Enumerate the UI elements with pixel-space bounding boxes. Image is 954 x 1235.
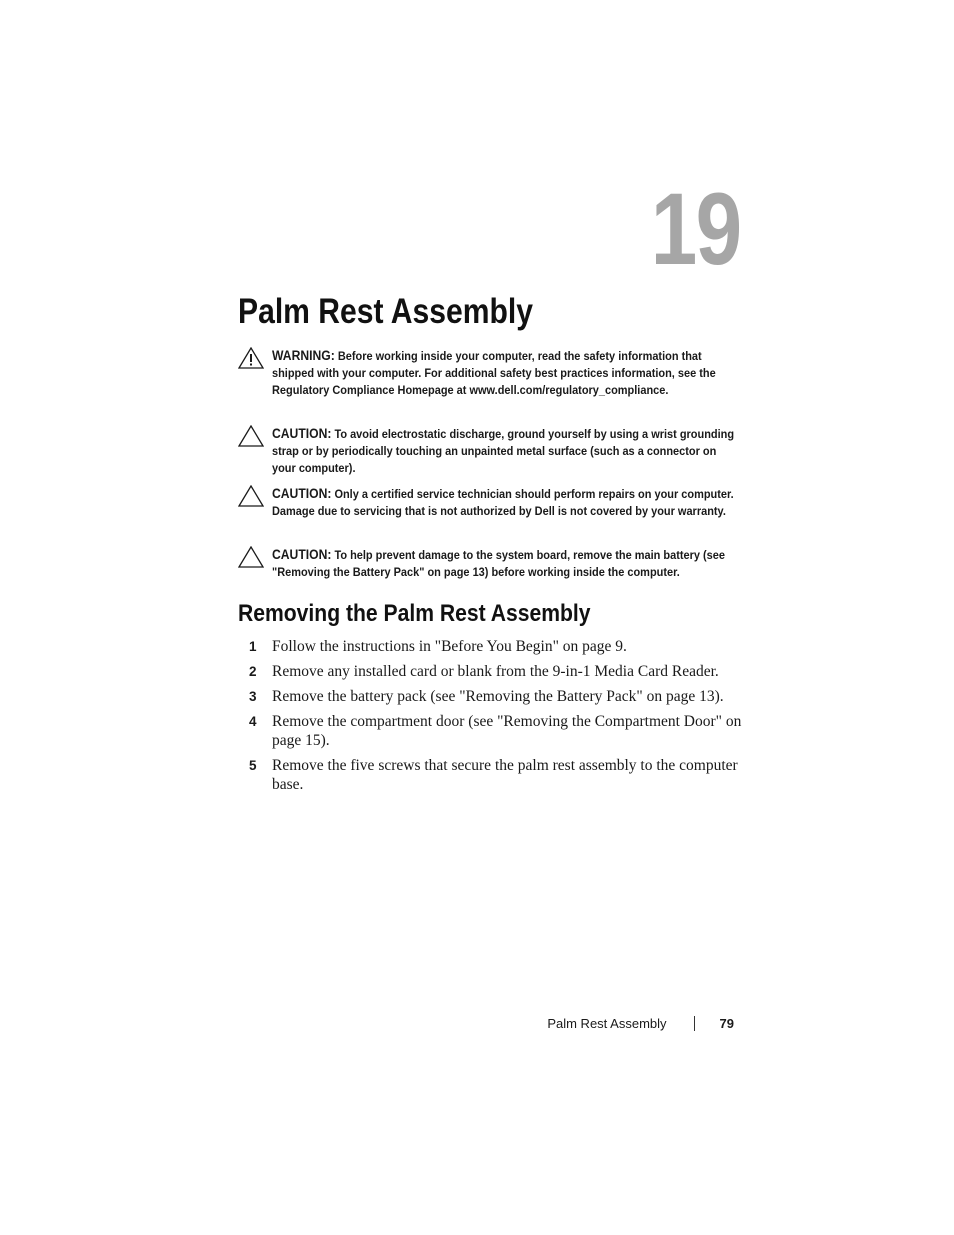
- list-item: [249, 712, 744, 750]
- footer-divider: [694, 1016, 695, 1031]
- caution-notice: [238, 425, 738, 477]
- step-number: 1: [249, 639, 257, 654]
- list-item: [249, 687, 744, 706]
- caution-notice: [238, 485, 738, 520]
- list-item: [249, 662, 744, 681]
- caution-label: CAUTION:: [272, 547, 332, 562]
- caution-text: To avoid electrostatic discharge, ground yourself by using a wrist grounding strap or by periodically touching an unpainted metal surface (such as a connector on your computer).: [272, 427, 735, 475]
- step-number: 4: [249, 714, 257, 729]
- step-text: Follow the instructions in "Before You Begin" on page 9.: [272, 638, 627, 655]
- chapter-number: 19: [650, 172, 740, 286]
- caution-triangle-icon: [238, 546, 264, 568]
- page-number: 79: [719, 1016, 734, 1031]
- warning-notice: [238, 347, 738, 399]
- caution-label: CAUTION:: [272, 426, 332, 441]
- caution-text: Only a certified service technician should perform repairs on your computer. Damage due to servicing that is not authorized by Dell is not covered by your warranty.: [272, 487, 734, 518]
- warning-label: WARNING:: [272, 348, 335, 363]
- caution-text: To help prevent damage to the system board, remove the main battery (see "Removing the Battery Pack" on page 13) before working inside the computer.: [272, 548, 725, 579]
- step-number: 2: [249, 664, 257, 679]
- step-text: Remove the battery pack (see "Removing the Battery Pack" on page 13).: [272, 688, 724, 705]
- caution-triangle-icon: [238, 425, 264, 447]
- step-number: 3: [249, 689, 257, 704]
- caution-triangle-icon: [238, 485, 264, 507]
- chapter-title: Palm Rest Assembly: [238, 292, 534, 331]
- caution-label: CAUTION:: [272, 486, 332, 501]
- warning-triangle-icon: [238, 347, 264, 369]
- step-list: [249, 637, 744, 800]
- list-item: [249, 756, 744, 794]
- step-number: 5: [249, 758, 257, 773]
- caution-notice: [238, 546, 738, 581]
- step-text: Remove the compartment door (see "Removing the Compartment Door" on page 15).: [272, 713, 742, 749]
- warning-text: Before working inside your computer, read the safety information that shipped with your computer. For additional safety best practices information, see the Regulatory Compliance Homepage at www.dell.com/regulatory_compliance.: [272, 349, 716, 397]
- page-footer: [547, 1016, 734, 1031]
- step-text: Remove any installed card or blank from the 9-in-1 Media Card Reader.: [272, 663, 719, 680]
- section-title: Removing the Palm Rest Assembly: [238, 600, 591, 627]
- footer-title: Palm Rest Assembly: [547, 1016, 667, 1031]
- list-item: [249, 637, 744, 656]
- step-text: Remove the five screws that secure the palm rest assembly to the computer base.: [272, 757, 738, 793]
